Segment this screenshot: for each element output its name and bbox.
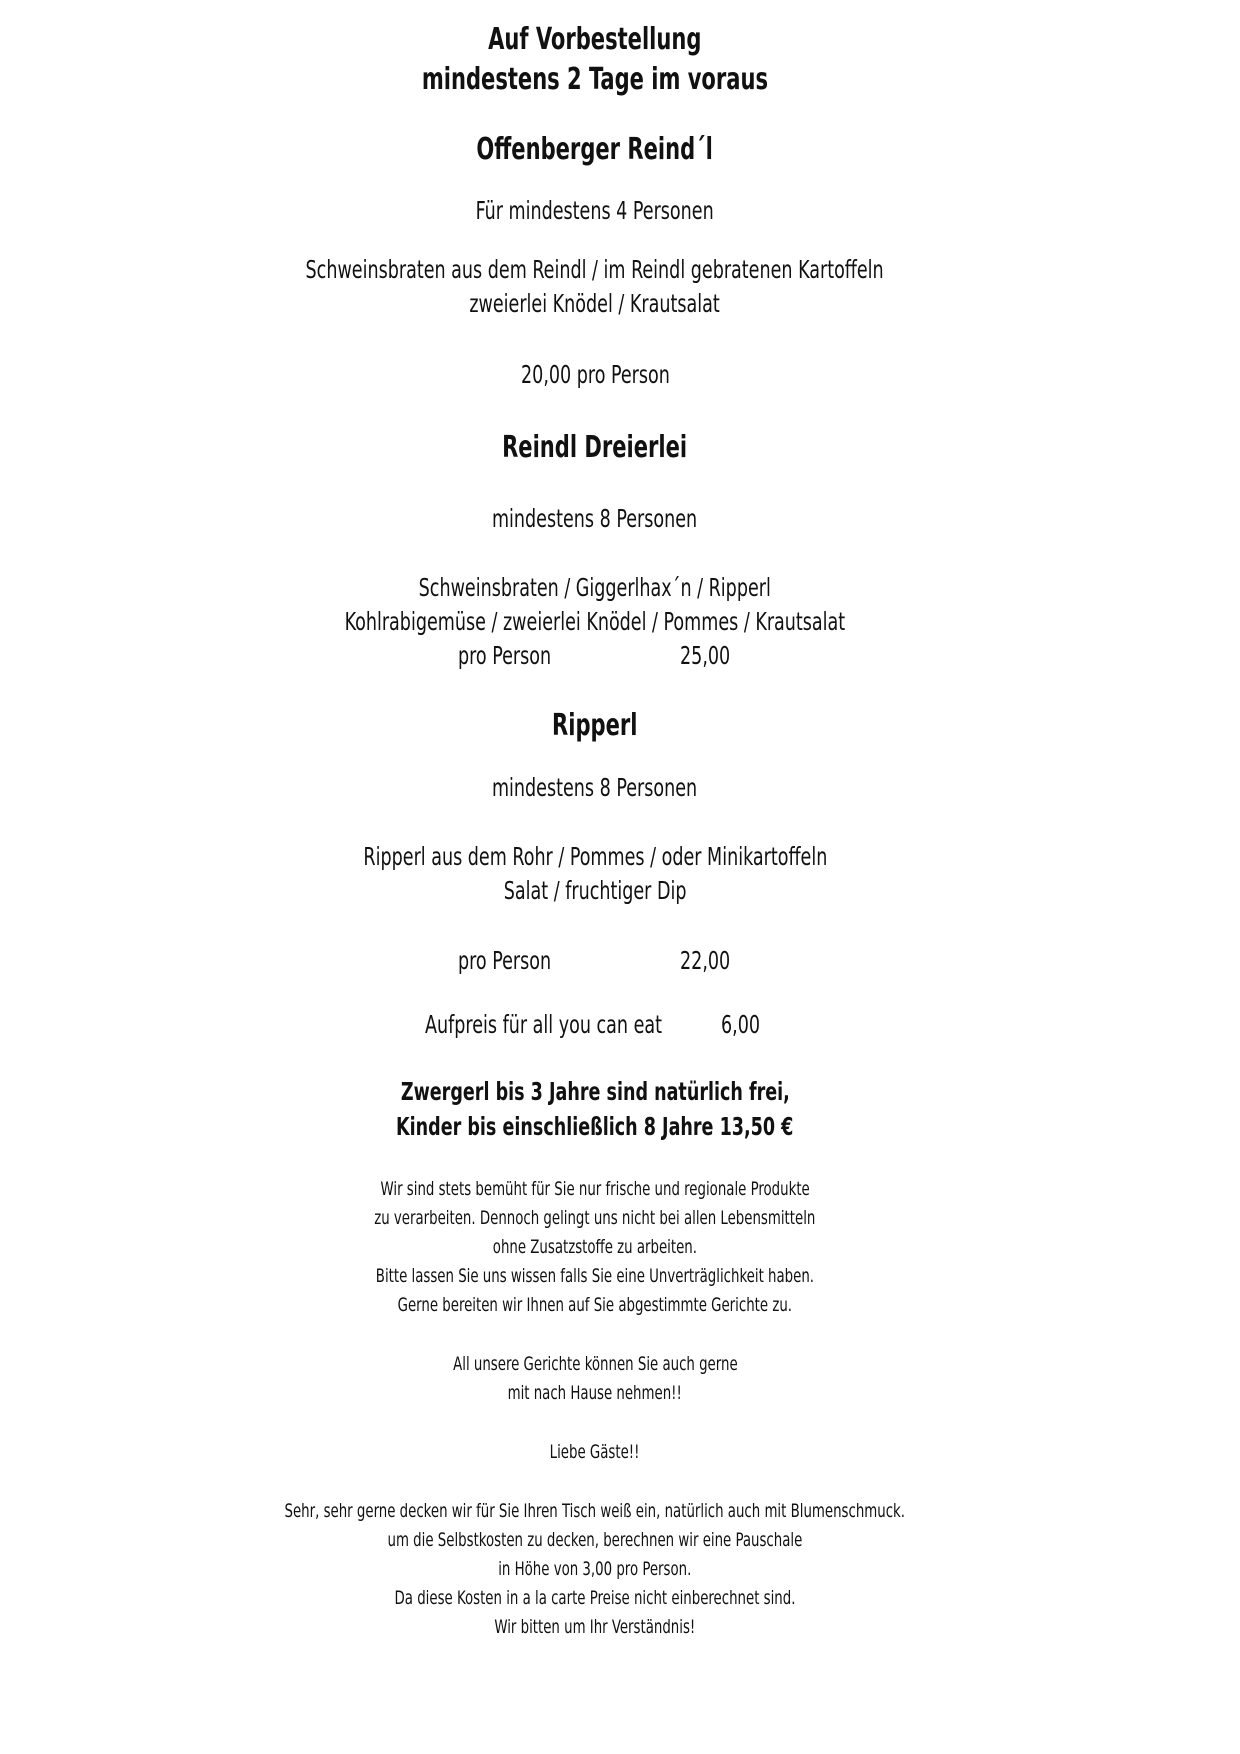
dreierlei-title: Reindl Dreierlei	[502, 430, 688, 465]
dreierlei-price-label: pro Person	[458, 641, 552, 670]
notice-line-4: Bitte lassen Sie uns wissen falls Sie eine Unverträglichkeit haben.	[375, 1265, 815, 1287]
notice-line-3: ohne Zusatzstoffe zu arbeiten.	[492, 1236, 698, 1258]
ripperl-price-value: 22,00	[680, 946, 731, 975]
dreierlei-desc-1: Schweinsbraten / Giggerlhax´n / Ripperl	[418, 573, 772, 602]
ripperl-price-label: pro Person	[458, 946, 552, 975]
reindl-desc-2: zweierlei Knödel / Krautsalat	[469, 289, 721, 318]
ripperl-title: Ripperl	[552, 708, 638, 743]
reindl-title: Offenberger Reind´l	[476, 132, 714, 167]
ripperl-extra-label: Aufpreis für all you can eat	[425, 1010, 663, 1039]
takeaway-line-2: mit nach Hause nehmen!!	[507, 1382, 683, 1404]
header-line-1: Auf Vorbestellung	[488, 22, 702, 57]
dreierlei-desc-2: Kohlrabigemüse / zweierlei Knödel / Pommes / Krautsalat	[344, 607, 846, 636]
reindl-min: Für mindestens 4 Personen	[475, 196, 715, 225]
reindl-price: 20,00 pro Person	[520, 360, 670, 389]
takeaway-line-1: All unsere Gerichte können Sie auch gerne	[452, 1353, 738, 1375]
ripperl-desc-1: Ripperl aus dem Rohr / Pommes / oder Minikartoffeln	[363, 842, 827, 871]
ripperl-extra-row	[0, 1010, 1190, 1042]
notice-line-5: Gerne bereiten wir Ihnen auf Sie abgestimmte Gerichte zu.	[397, 1294, 793, 1316]
dreierlei-price-row	[0, 641, 1190, 673]
ripperl-extra-value: 6,00	[721, 1010, 761, 1039]
table-line-1: Sehr, sehr gerne decken wir für Sie Ihren Tisch weiß ein, natürlich auch mit Blumenschmuck.	[284, 1500, 906, 1522]
reindl-desc-1: Schweinsbraten aus dem Reindl / im Reindl gebratenen Kartoffeln	[305, 255, 885, 284]
kids-line-1: Zwergerl bis 3 Jahre sind natürlich frei,	[400, 1077, 790, 1106]
dreierlei-min: mindestens 8 Personen	[492, 504, 698, 533]
ripperl-min: mindestens 8 Personen	[492, 773, 698, 802]
ripperl-desc-2: Salat / fruchtiger Dip	[503, 876, 687, 905]
table-line-3: in Höhe von 3,00 pro Person.	[498, 1558, 692, 1580]
notice-line-2: zu verarbeiten. Dennoch gelingt uns nicht bei allen Lebensmitteln	[374, 1207, 816, 1229]
table-line-2: um die Selbstkosten zu decken, berechnen wir eine Pauschale	[387, 1529, 803, 1551]
table-line-4: Da diese Kosten in a la carte Preise nicht einberechnet sind.	[394, 1587, 796, 1609]
header-line-2: mindestens 2 Tage im voraus	[421, 62, 769, 97]
notice-line-1: Wir sind stets bemüht für Sie nur frische und regionale Produkte	[380, 1178, 810, 1200]
table-line-5: Wir bitten um Ihr Verständnis!	[494, 1616, 696, 1638]
kids-line-2: Kinder bis einschließlich 8 Jahre 13,50 €	[396, 1112, 794, 1141]
ripperl-price-row	[0, 946, 1190, 978]
greeting: Liebe Gäste!!	[550, 1441, 640, 1463]
dreierlei-price-value: 25,00	[680, 641, 731, 670]
